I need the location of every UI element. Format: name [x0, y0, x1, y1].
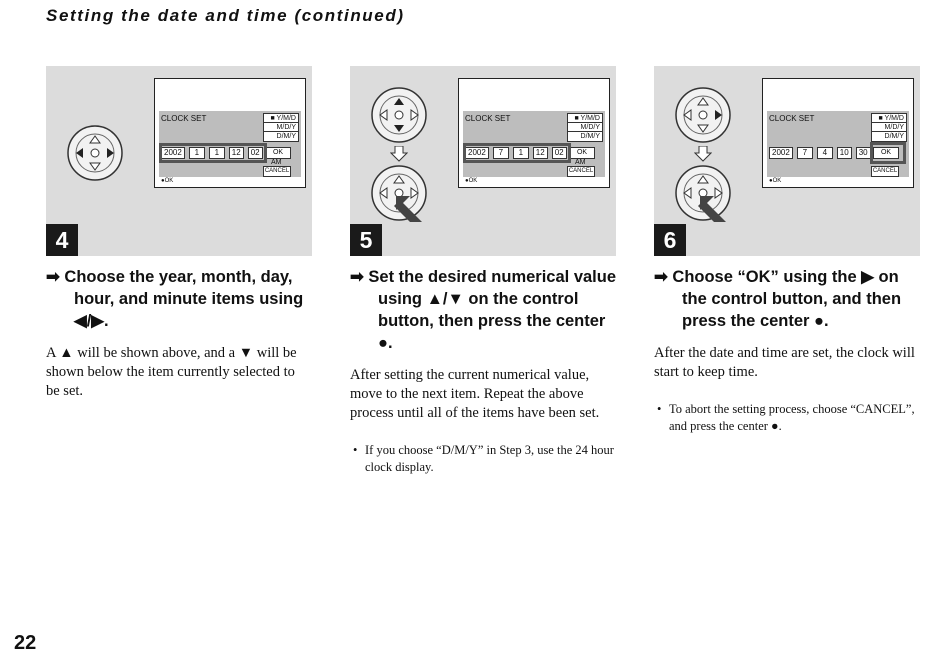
- control-button-press-icon: [674, 164, 732, 222]
- day-field: 1: [513, 147, 529, 159]
- cancel-button: CANCEL: [871, 166, 899, 177]
- menu-option: M/D/Y: [568, 123, 602, 132]
- ok-button: OK: [873, 147, 899, 159]
- step-number: 4: [46, 224, 78, 256]
- menu-option: D/M/Y: [884, 133, 904, 140]
- step-title: ➡ Choose the year, month, day, hour, and minute items using ◀/▶.: [46, 268, 304, 330]
- menu-option: ■ Y/M/D: [872, 114, 906, 123]
- clock-set-label: CLOCK SET: [769, 114, 815, 123]
- menu-option: D/M/Y: [276, 133, 296, 140]
- ok-hint: ●OK: [769, 178, 782, 184]
- control-button-press-icon: [370, 164, 428, 222]
- menu-option: D/M/Y: [580, 133, 600, 140]
- step-6-illustration: [654, 66, 920, 256]
- menu-option: ■ Y/M/D: [264, 114, 298, 123]
- step-title: ➡ Choose “OK” using the ▶ on the control button, and then press the center ●.: [654, 268, 902, 330]
- step-title: ➡ Set the desired numerical value using ▲/▼ on the control button, then press the center ●.: [350, 268, 617, 352]
- ok-highlight: [870, 142, 906, 164]
- menu-option: M/D/Y: [872, 123, 906, 132]
- lcd-screen: [762, 78, 914, 188]
- step-4-illustration: [46, 66, 312, 256]
- year-field: 2002: [161, 147, 185, 159]
- clock-set-label: CLOCK SET: [465, 114, 511, 123]
- hour-field: 12: [229, 147, 244, 159]
- control-button-icon: [66, 124, 124, 182]
- control-button-icon: [674, 86, 732, 144]
- page-number: 22: [14, 632, 37, 654]
- ok-hint: ●OK: [161, 178, 174, 184]
- minute-field: 02: [248, 147, 263, 159]
- section-heading: Setting the date and time (continued): [46, 6, 405, 25]
- day-field: 4: [817, 147, 833, 159]
- lcd-screen: [154, 78, 306, 188]
- year-field: 2002: [465, 147, 489, 159]
- date-time-fields: [769, 147, 871, 159]
- hour-field: 12: [533, 147, 548, 159]
- menu-option: ■ Y/M/D: [568, 114, 602, 123]
- ok-hint: ●OK: [465, 178, 478, 184]
- step-body: A ▲ will be shown above, and a ▼ will be shown below the item currently selected to be set.: [46, 345, 297, 399]
- step-5-illustration: [350, 66, 616, 256]
- arrow-down-icon: [390, 146, 408, 162]
- lcd-screen: [458, 78, 610, 188]
- step-note: • To abort the setting process, choose “CANCEL”, and press the center ●.: [654, 401, 920, 435]
- month-field: 1: [189, 147, 205, 159]
- minute-field: 30: [856, 147, 871, 159]
- cancel-button: CANCEL: [567, 166, 595, 177]
- ok-button: OK: [569, 147, 595, 159]
- menu-option: M/D/Y: [264, 123, 298, 132]
- step-body: After setting the current numerical value, move to the next item. Repeat the above process until all of the items have been set.: [350, 367, 600, 421]
- am-indicator: AM: [575, 159, 586, 166]
- step-body: After the date and time are set, the clock will start to keep time.: [654, 345, 915, 380]
- arrow-down-icon: [694, 146, 712, 162]
- date-format-menu: [263, 113, 299, 142]
- year-field: 2002: [769, 147, 793, 159]
- month-field: 7: [797, 147, 813, 159]
- control-button-icon: [370, 86, 428, 144]
- am-indicator: AM: [271, 159, 282, 166]
- minute-field: 02: [552, 147, 567, 159]
- selection-highlight: [463, 143, 571, 163]
- month-field: 7: [493, 147, 509, 159]
- step-number: 6: [654, 224, 686, 256]
- selection-highlight: [159, 143, 267, 163]
- date-format-menu: [871, 113, 907, 142]
- clock-set-label: CLOCK SET: [161, 114, 207, 123]
- step-note: • If you choose “D/M/Y” in Step 3, use the 24 hour clock display.: [350, 442, 616, 476]
- day-field: 1: [209, 147, 225, 159]
- date-format-menu: [567, 113, 603, 142]
- cancel-button: CANCEL: [263, 166, 291, 177]
- hour-field: 10: [837, 147, 852, 159]
- ok-button: OK: [265, 147, 291, 159]
- step-number: 5: [350, 224, 382, 256]
